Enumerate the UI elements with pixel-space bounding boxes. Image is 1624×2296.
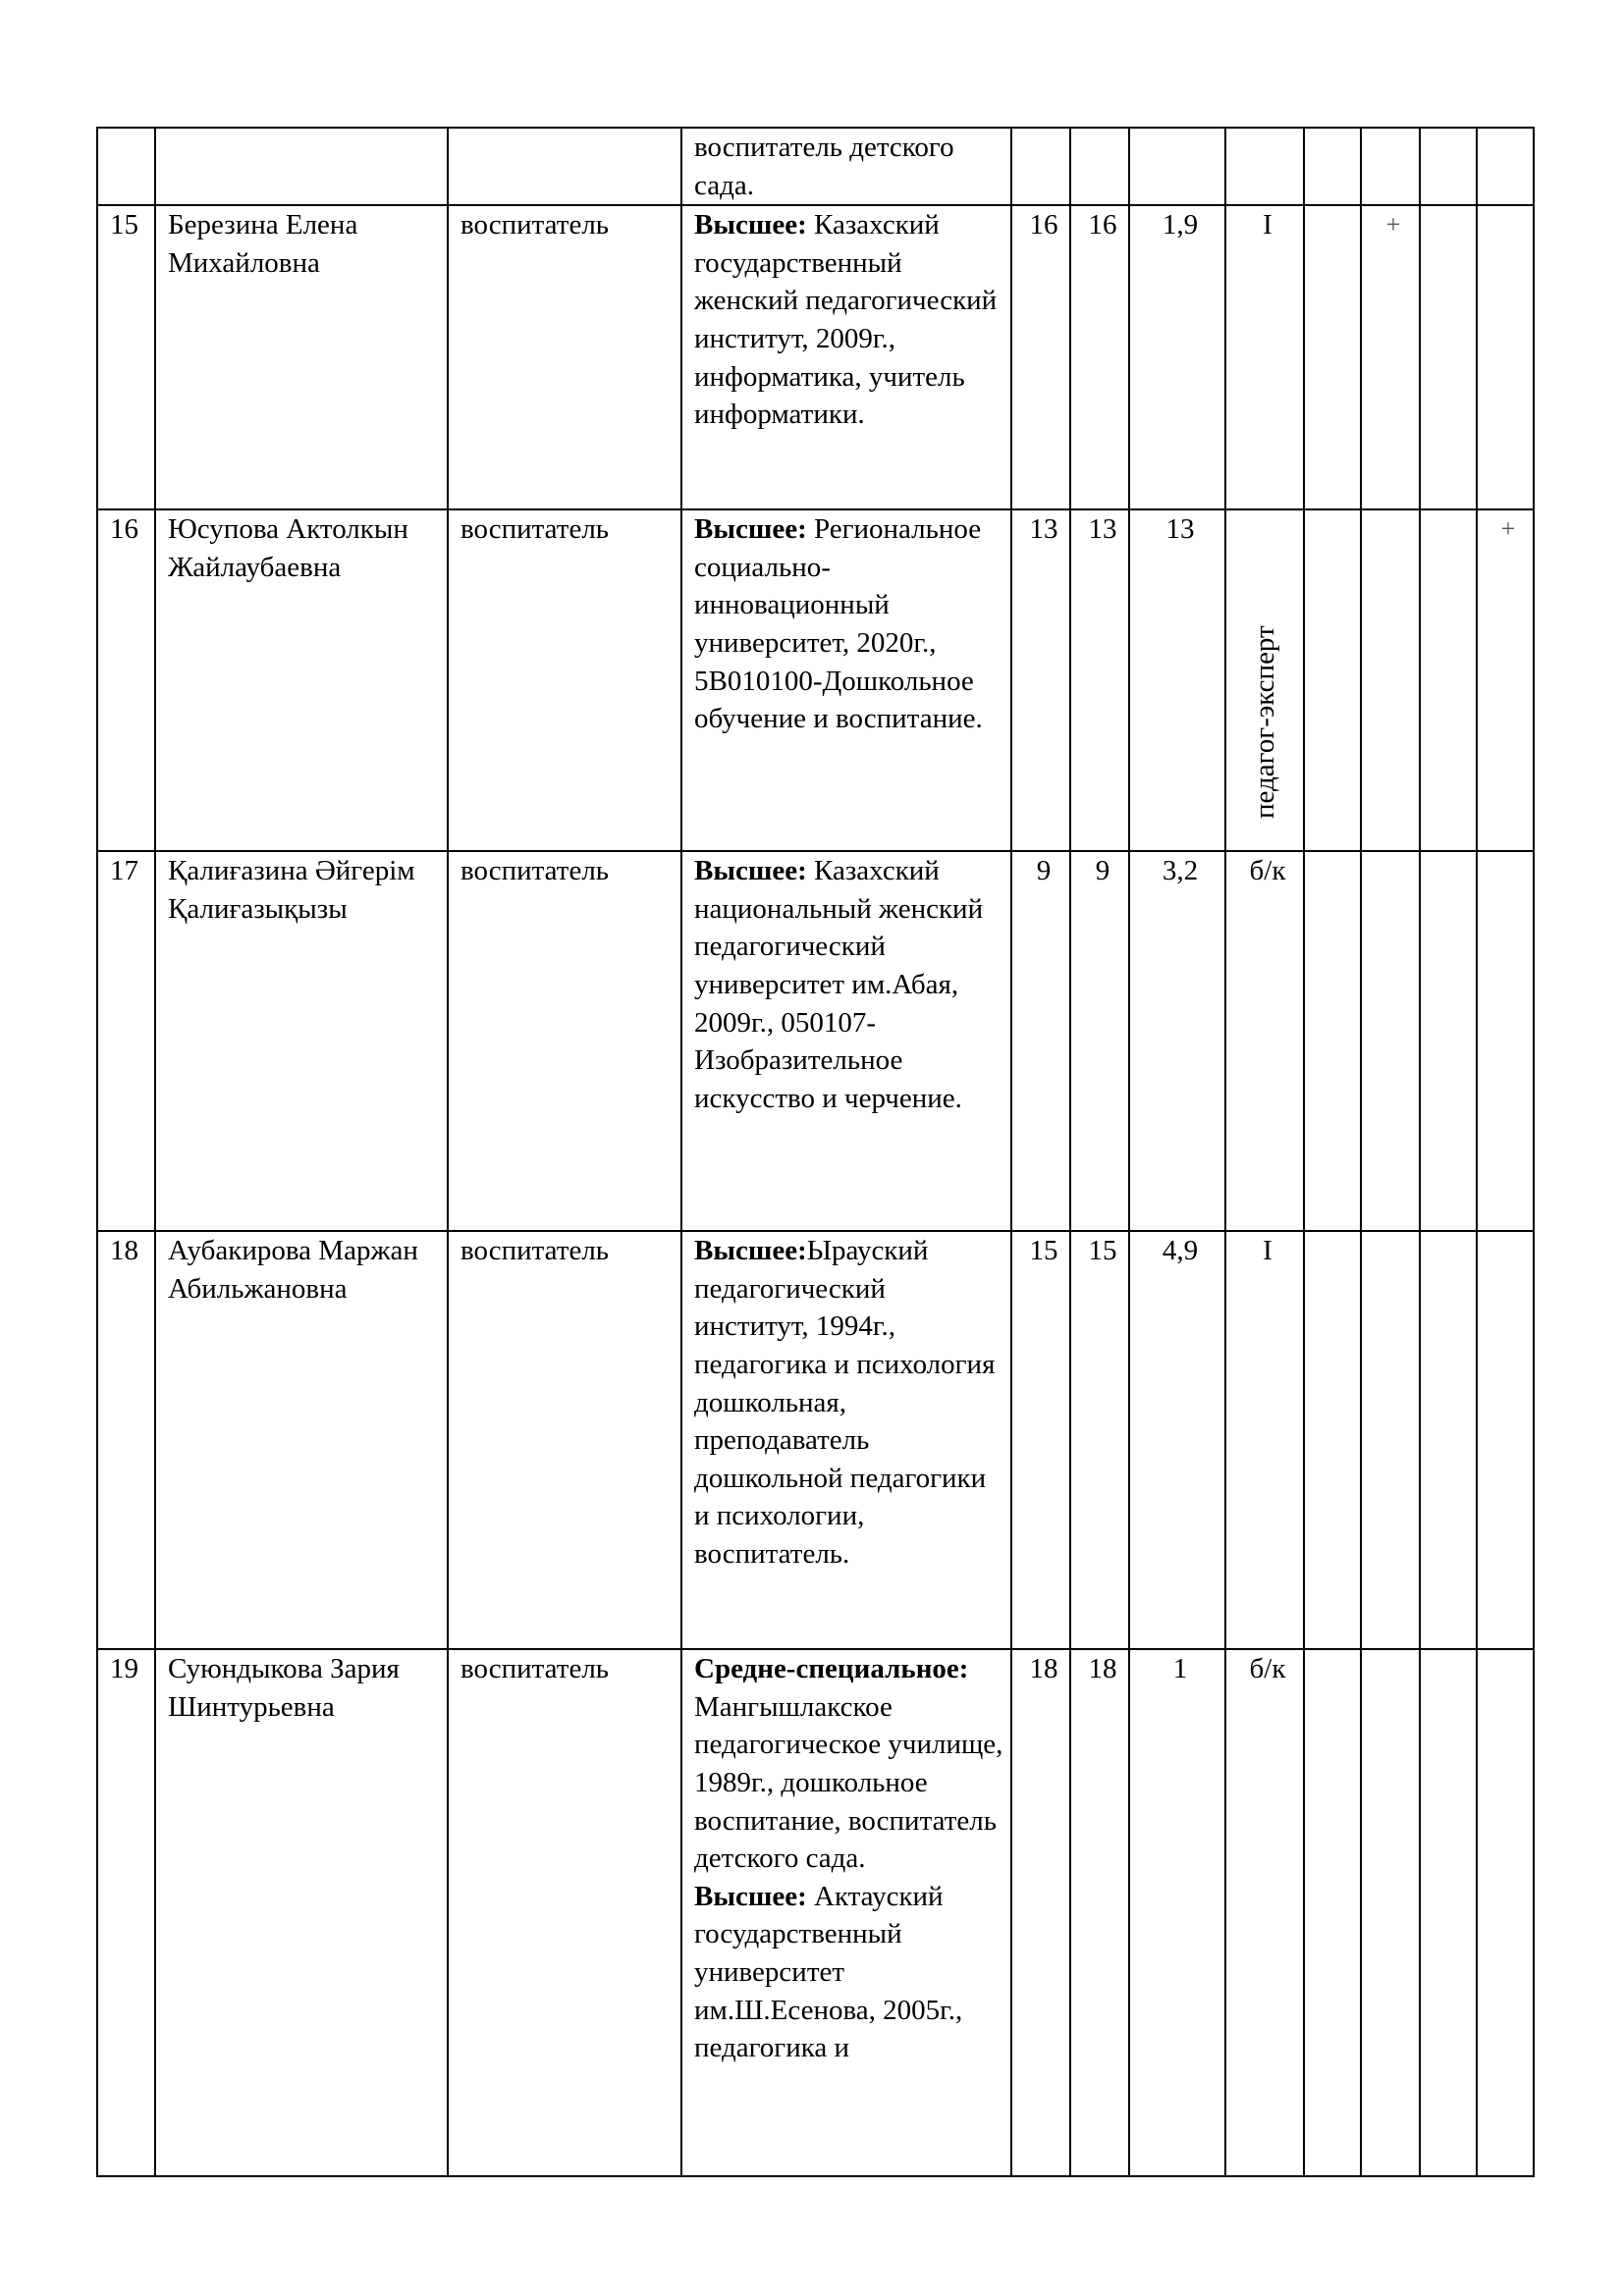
category-cell: б/к: [1225, 851, 1304, 1231]
mark-cell-8: [1361, 509, 1420, 851]
teaching-experience-cell: [1070, 128, 1129, 205]
table-row: [97, 1649, 1534, 2176]
mark-cell-9: [1420, 1649, 1477, 2176]
category-cell: [1225, 128, 1304, 205]
category-vertical-label: педагог-эксперт: [1249, 625, 1280, 820]
full-name-cell: Аубакирова Маржан Абильжановна: [155, 1231, 448, 1649]
education-cell: [681, 509, 1011, 851]
staff-table: [96, 127, 1535, 2177]
row-number-cell: 15: [97, 205, 155, 509]
position-cell: воспитатель: [448, 1649, 681, 2176]
row-number-cell: 17: [97, 851, 155, 1231]
education-entry: [694, 1650, 1004, 1878]
education-level: Высшее:: [694, 1235, 807, 1267]
mark-cell-7: [1304, 205, 1361, 509]
mark-cell-7: [1304, 128, 1361, 205]
mark-cell-10: [1477, 1649, 1534, 2176]
category-cell: [1225, 509, 1304, 851]
mark-cell-8: [1361, 128, 1420, 205]
mark-cell-10: [1477, 851, 1534, 1231]
experience-here-cell: 4,9: [1129, 1231, 1225, 1649]
table-row: [97, 509, 1534, 851]
position-cell: воспитатель: [448, 1231, 681, 1649]
experience-here-cell: 1,9: [1129, 205, 1225, 509]
row-number-cell: 16: [97, 509, 155, 851]
mark-cell-8: +: [1361, 205, 1420, 509]
education-entry: [694, 1232, 1004, 1573]
position-cell: воспитатель: [448, 205, 681, 509]
row-number-cell: 18: [97, 1231, 155, 1649]
experience-here-cell: 13: [1129, 509, 1225, 851]
experience-here-cell: [1129, 128, 1225, 205]
category-cell: I: [1225, 1231, 1304, 1649]
mark-cell-8: [1361, 851, 1420, 1231]
position-cell: воспитатель: [448, 509, 681, 851]
total-experience-cell: 18: [1011, 1649, 1070, 2176]
mark-cell-9: [1420, 1231, 1477, 1649]
education-details: Казахский национальный женский педагогический университет им.Абая, 2009г., 050107-Изобразительное искусство и черчение.: [694, 855, 984, 1114]
total-experience-cell: 13: [1011, 509, 1070, 851]
mark-cell-10: [1477, 128, 1534, 205]
teaching-experience-cell: 18: [1070, 1649, 1129, 2176]
table-row: [97, 1231, 1534, 1649]
category-cell: I: [1225, 205, 1304, 509]
full-name-cell: Березина Елена Михайловна: [155, 205, 448, 509]
table-row: [97, 128, 1534, 205]
full-name-cell: Қалиғазина Әйгерім Қалиғазықызы: [155, 851, 448, 1231]
full-name-cell: Юсупова Актолкын Жайлаубаевна: [155, 509, 448, 851]
mark-cell-8: [1361, 1649, 1420, 2176]
row-number-cell: 19: [97, 1649, 155, 2176]
education-details: Мангышлакское педагогическое училище, 1989г., дошкольное воспитание, воспитатель детского сада.: [694, 1690, 1003, 1875]
full-name-cell: Суюндыкова Зария Шинтурьевна: [155, 1649, 448, 2176]
experience-here-cell: 1: [1129, 1649, 1225, 2176]
mark-cell-7: [1304, 1231, 1361, 1649]
total-experience-cell: [1011, 128, 1070, 205]
total-experience-cell: 16: [1011, 205, 1070, 509]
table-row: [97, 851, 1534, 1231]
mark-cell-9: [1420, 851, 1477, 1231]
education-entry: [694, 1878, 1004, 2067]
education-details: Региональное социально-инновационный университет, 2020г., 5В010100-Дошкольное обучение и воспитание.: [694, 513, 983, 735]
teaching-experience-cell: 15: [1070, 1231, 1129, 1649]
education-entry: [694, 852, 1004, 1117]
education-cell: [681, 1649, 1011, 2176]
education-entry: [694, 129, 1004, 204]
total-experience-cell: 9: [1011, 851, 1070, 1231]
mark-cell-7: [1304, 509, 1361, 851]
education-details: Казахский государственный женский педагогический институт, 2009г., информатика, учитель информатики.: [694, 209, 998, 431]
mark-cell-9: [1420, 205, 1477, 509]
experience-here-cell: 3,2: [1129, 851, 1225, 1231]
mark-cell-9: [1420, 128, 1477, 205]
education-level: Высшее:: [694, 513, 807, 546]
education-cell: [681, 205, 1011, 509]
education-details: Актауский государственный университет им.Ш.Есенова, 2005г., педагогика и: [694, 1880, 963, 2064]
mark-cell-10: [1477, 1231, 1534, 1649]
education-entry: [694, 510, 1004, 738]
education-details: воспитатель детского сада.: [694, 132, 954, 201]
mark-cell-8: [1361, 1231, 1420, 1649]
total-experience-cell: 15: [1011, 1231, 1070, 1649]
education-cell: [681, 128, 1011, 205]
mark-cell-7: [1304, 851, 1361, 1231]
education-level: Высшее:: [694, 209, 807, 241]
full-name-cell: [155, 128, 448, 205]
mark-cell-10: [1477, 205, 1534, 509]
position-cell: воспитатель: [448, 851, 681, 1231]
education-cell: [681, 851, 1011, 1231]
education-level: Высшее:: [694, 1880, 807, 1912]
education-level: Средне-специальное:: [694, 1653, 969, 1685]
teaching-experience-cell: 16: [1070, 205, 1129, 509]
table-row: [97, 205, 1534, 509]
education-entry: [694, 206, 1004, 434]
mark-cell-10: +: [1477, 509, 1534, 851]
teaching-experience-cell: 13: [1070, 509, 1129, 851]
mark-cell-9: [1420, 509, 1477, 851]
mark-cell-7: [1304, 1649, 1361, 2176]
teaching-experience-cell: 9: [1070, 851, 1129, 1231]
row-number-cell: [97, 128, 155, 205]
education-level: Высшее:: [694, 855, 807, 887]
education-cell: [681, 1231, 1011, 1649]
category-cell: б/к: [1225, 1649, 1304, 2176]
position-cell: [448, 128, 681, 205]
education-details: Ырауский педагогический институт, 1994г., педагогика и психология дошкольная, преподаватель дошкольной педагогики и психологии, воспитатель.: [694, 1235, 996, 1570]
